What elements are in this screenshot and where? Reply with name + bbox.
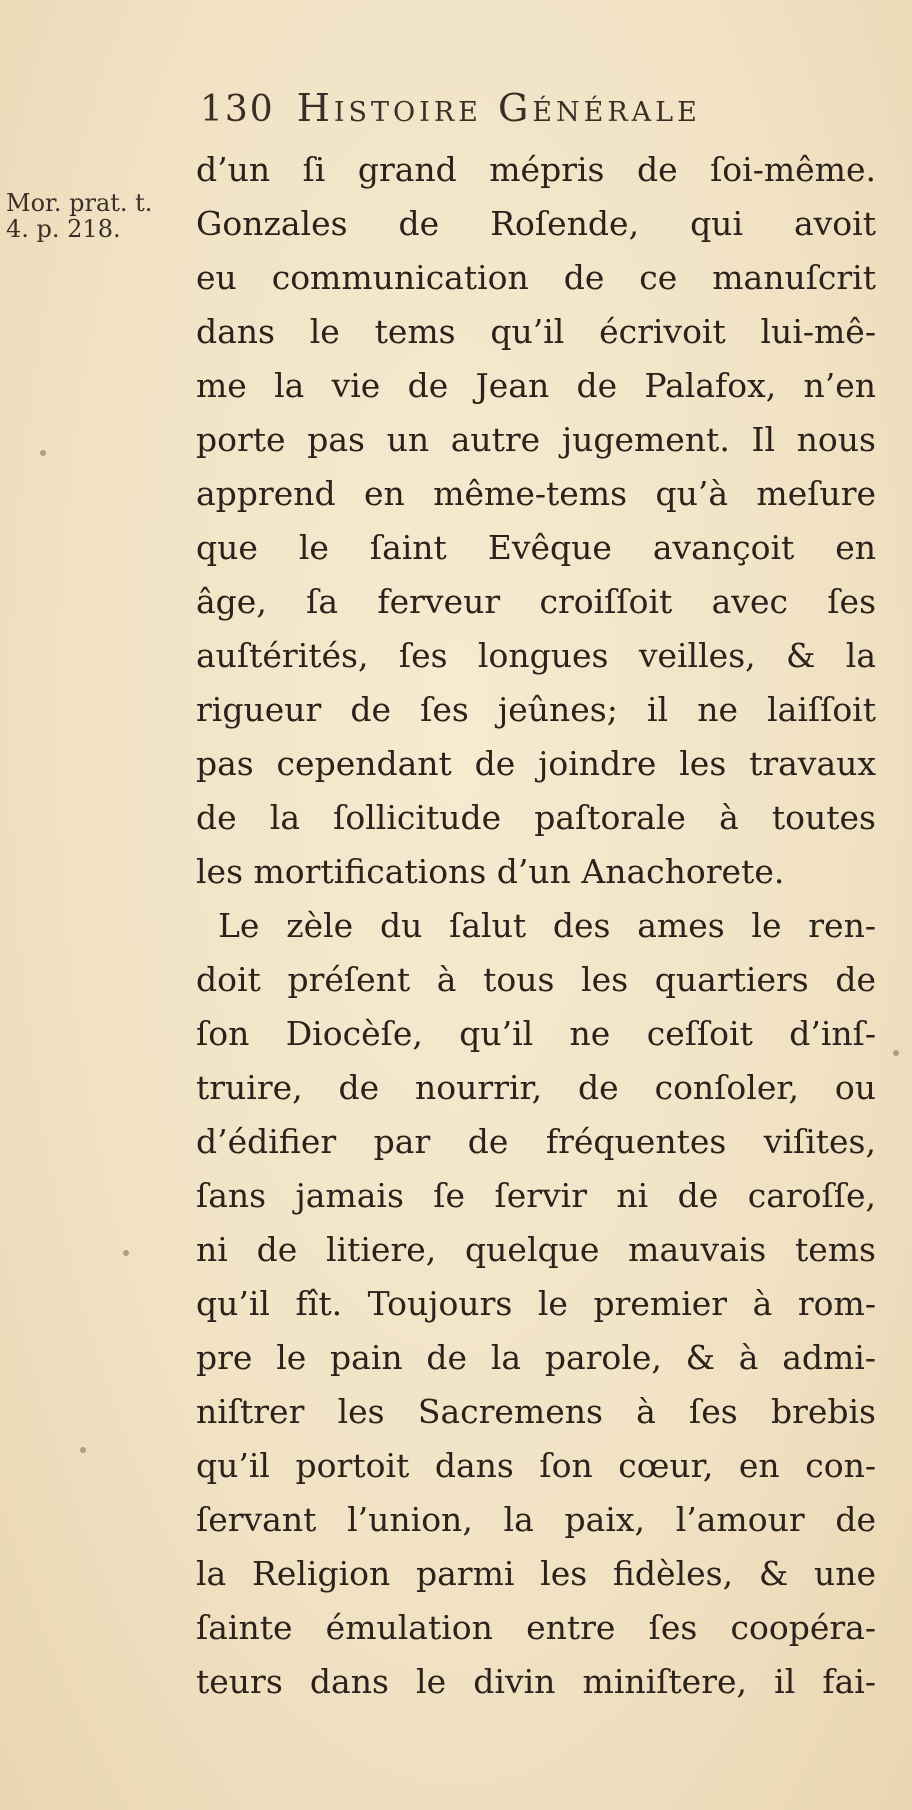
text-line: me la vie de Jean de Palafox, n’en — [196, 366, 876, 405]
page-header — [200, 86, 701, 136]
text-line: pre le pain de la parole, & à admi- — [196, 1338, 876, 1377]
text-line: truire, de nourrir, de conſoler, ou — [196, 1068, 876, 1107]
text-line: niſtrer les Sacremens à ſes brebis — [196, 1392, 876, 1431]
page-number: 130 — [200, 89, 275, 130]
text-line: ſans jamais ſe ſervir ni de caroſſe, — [196, 1176, 876, 1215]
text-line: pas cependant de joindre les travaux — [196, 744, 876, 783]
body-text — [196, 143, 876, 1709]
paper-speck — [40, 450, 46, 456]
margin-note-line-2: 4. p. 218. — [6, 215, 121, 243]
text-line: eu communication de ce manuſcrit — [196, 258, 876, 297]
text-line: ſainte émulation entre ſes coopéra- — [196, 1608, 876, 1647]
text-line: d’édifier par de fréquentes viſites, — [196, 1122, 876, 1161]
text-line: que le ſaint Evêque avançoit en — [196, 528, 876, 567]
text-line: qu’il fît. Toujours le premier à rom- — [196, 1284, 876, 1323]
text-line: ſon Diocèſe, qu’il ne ceſſoit d’inſ- — [196, 1014, 876, 1053]
text-line: âge, ſa ferveur croiſſoit avec ſes — [196, 582, 876, 621]
text-line: doit préſent à tous les quartiers de — [196, 960, 876, 999]
paper-speck — [80, 1447, 86, 1453]
text-line: Le zèle du ſalut des ames le ren- — [218, 906, 876, 945]
text-line: ni de litiere, quelque mauvais tems — [196, 1230, 876, 1269]
text-line: rigueur de ſes jeûnes; il ne laiſſoit — [196, 690, 876, 729]
text-line: qu’il portoit dans ſon cœur, en con- — [196, 1446, 876, 1485]
text-line: de la ſollicitude paſtorale à toutes — [196, 798, 876, 837]
text-line: la Religion parmi les fidèles, & une — [196, 1554, 876, 1593]
margin-note-line-1: Mor. prat. t. — [6, 189, 153, 217]
text-line: apprend en même-tems qu’à meſure — [196, 474, 876, 513]
text-line: Gonzales de Roſende, qui avoit — [196, 204, 876, 243]
margin-note — [6, 190, 186, 242]
text-line: dans le tems qu’il écrivoit lui-mê- — [196, 312, 876, 351]
running-head: Histoire Générale — [296, 86, 701, 130]
text-line: teurs dans le divin miniſtere, il fai- — [196, 1662, 876, 1701]
text-line: porte pas un autre jugement. Il nous — [196, 420, 876, 459]
paper-speck — [123, 1250, 129, 1256]
text-line: auſtérités, ſes longues veilles, & la — [196, 636, 876, 675]
text-line: les mortifications d’un Anachorete. — [196, 852, 785, 891]
text-line: d’un ſi grand mépris de ſoi-même. — [196, 150, 876, 189]
paper-speck — [893, 1050, 899, 1056]
text-line: ſervant l’union, la paix, l’amour de — [196, 1500, 876, 1539]
